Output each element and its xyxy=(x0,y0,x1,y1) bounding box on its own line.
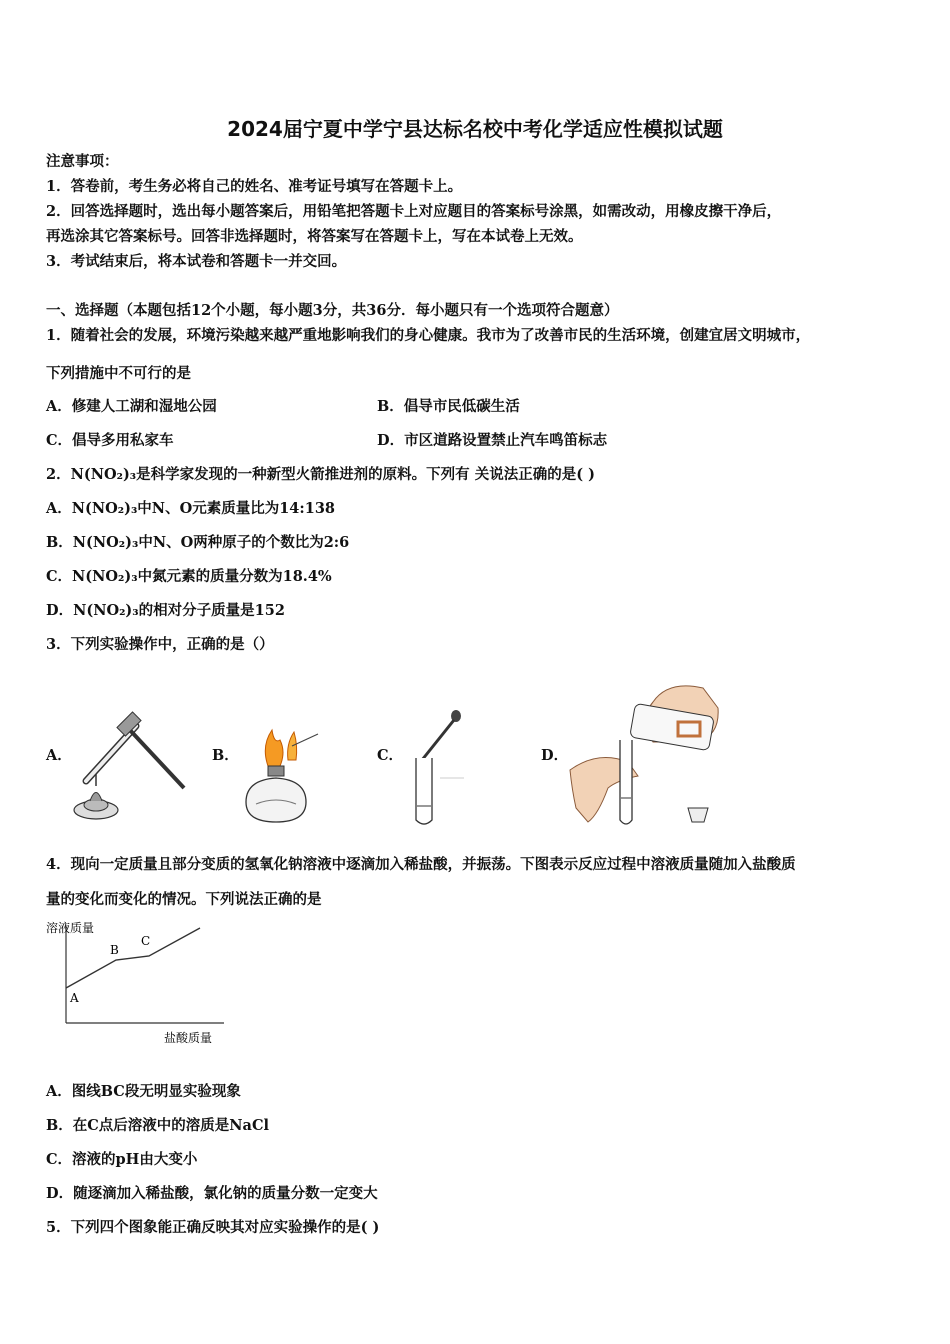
q4-option-a: A．图线BC段无明显实验现象 xyxy=(46,1083,241,1100)
point-b-label: B xyxy=(110,943,119,957)
q3-figure-c-dropper xyxy=(404,708,468,830)
q1-option-d: D．市区道路设置禁止汽车鸣笛标志 xyxy=(377,432,608,449)
notice-item: 3．考试结束后，将本试卷和答题卡一并交回。 xyxy=(46,253,347,270)
q5-stem: 5．下列四个图象能正确反映其对应实验操作的是( ) xyxy=(46,1219,380,1236)
q2-option-a: A．N(NO₂)₃中N、O元素质量比为14:138 xyxy=(46,500,335,517)
point-c-label: C xyxy=(141,934,151,948)
notice-item: 1．答卷前，考生务必将自己的姓名、准考证号填写在答题卡上。 xyxy=(46,178,463,195)
q3-label-c: C． xyxy=(377,747,404,764)
curve xyxy=(66,928,200,988)
q4-option-d: D．随逐滴加入稀盐酸，氯化钠的质量分数一定变大 xyxy=(46,1185,378,1202)
q3-label-d: D． xyxy=(541,747,569,764)
q3-label-b: B． xyxy=(212,747,239,764)
page-title: 2024届宁夏中学宁县达标名校中考化学适应性模拟试题 xyxy=(227,117,723,141)
q3-figure-b-alcohol-lamp xyxy=(236,726,322,830)
q1-option-a: A．修建人工湖和湿地公园 xyxy=(46,398,217,415)
notice-item: 2．回答选择题时，选出每小题答案后，用铅笔把答题卡上对应题目的答案标号涂黑，如需改动，用橡皮擦干净后， xyxy=(46,203,782,220)
q3-figure-d-pouring xyxy=(568,680,728,830)
q2-option-b: B．N(NO₂)₃中N、O两种原子的个数比为2:6 xyxy=(46,534,350,551)
q4-option-c: C．溶液的pH由大变小 xyxy=(46,1151,198,1168)
q3-label-a: A． xyxy=(46,747,72,764)
q2-stem: 2．N(NO₂)₃是科学家发现的一种新型火箭推进剂的原料。下列有 关说法正确的是( ) xyxy=(46,466,595,483)
point-a-label: A xyxy=(70,991,79,1005)
q1-stem-cont: 下列措施中不可行的是 xyxy=(46,365,191,382)
x-axis-label: 盐酸质量 xyxy=(164,1031,213,1045)
y-axis-label-1: 溶液质量 xyxy=(46,921,95,935)
notice-heading: 注意事项： xyxy=(46,153,119,170)
q4-solution-mass-graph xyxy=(44,920,244,1050)
q1-option-b: B．倡导市民低碳生活 xyxy=(377,398,520,415)
q4-option-b: B．在C点后溶液中的溶质是NaCl xyxy=(46,1117,269,1134)
q4-stem: 4．现向一定质量且部分变质的氢氧化钠溶液中逐滴加入稀盐酸，并振荡。下图表示反应过程中溶液质量随加入盐酸质 xyxy=(46,856,796,873)
section-heading: 一、选择题（本题包括12个小题，每小题3分，共36分．每小题只有一个选项符合题意） xyxy=(46,302,619,319)
q1-stem: 1．随着社会的发展，环境污染越来越严重地影响我们的身心健康。我市为了改善市民的生活环境，创建宜居文明城市， xyxy=(46,327,811,344)
q3-figure-a-heating-tube xyxy=(66,706,186,830)
notice-item: 再选涂其它答案标号。回答非选择题时，将答案写在答题卡上，写在本试卷上无效。 xyxy=(46,228,583,245)
q2-option-c: C．N(NO₂)₃中氮元素的质量分数为18.4% xyxy=(46,568,332,585)
q4-stem-cont: 量的变化而变化的情况。下列说法正确的是 xyxy=(46,891,322,908)
q3-stem: 3．下列实验操作中，正确的是（） xyxy=(46,636,274,653)
q1-option-c: C．倡导多用私家车 xyxy=(46,432,174,449)
q2-option-d: D．N(NO₂)₃的相对分子质量是152 xyxy=(46,602,285,619)
